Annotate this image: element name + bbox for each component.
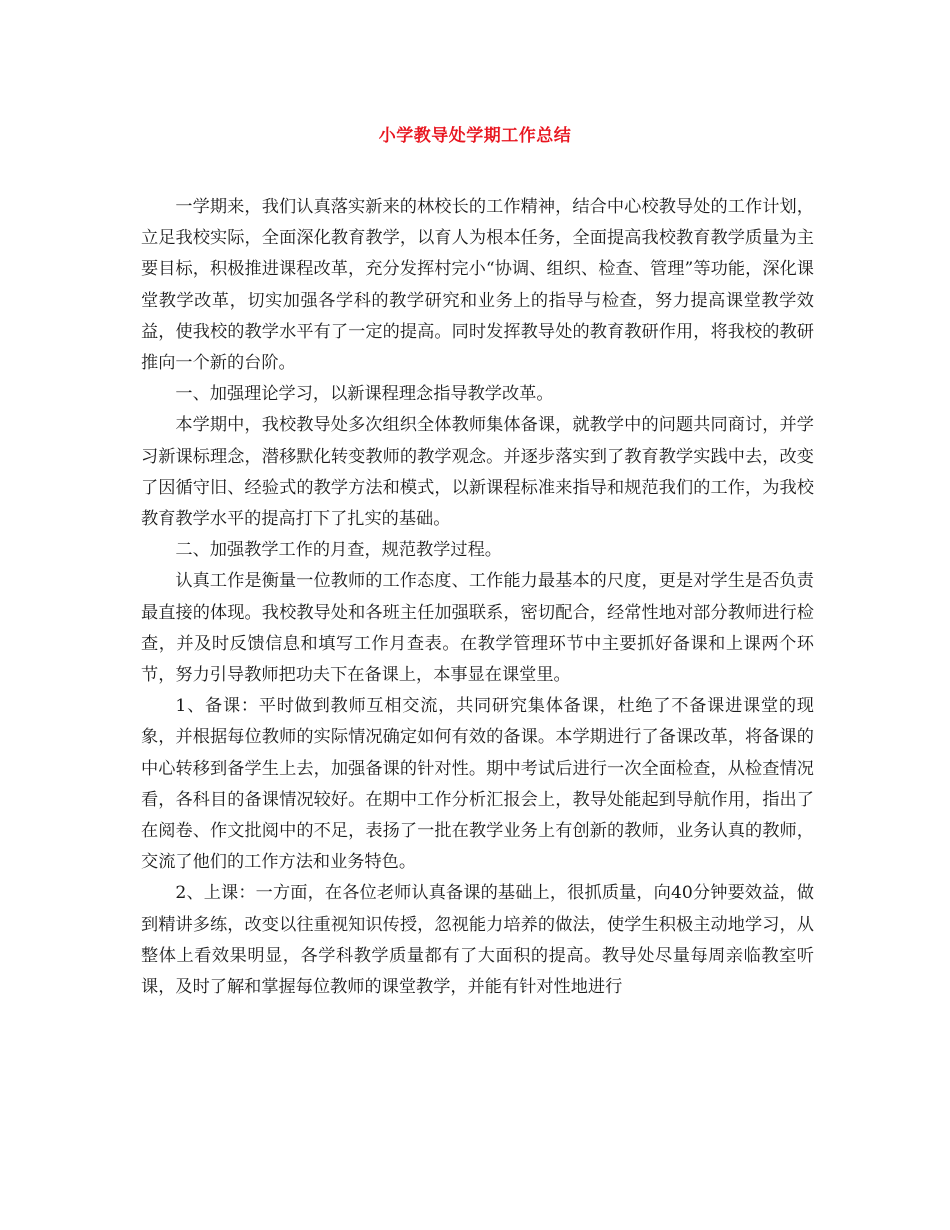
section-heading-1: 一、加强理论学习，以新课程理念指导教学改革。: [175, 384, 554, 405]
paragraph-teaching: 2、上课：一方面，在各位老师认真备课的基础上，很抓质量，向40分钟要效益，做到精讲多练，改变以往重视知识传授，忽视能力培养的做法，使学生积极主动地学习，从整体上看效果明显，各学科教学质量都有了大面积的提高。教导处尽量每周亲临教室听课，及时了解和掌握每位教师的课堂教学，并能有针对性地进行: [141, 883, 814, 998]
paragraph-section-1: 本学期中，我校教导处多次组织全体教师集体备课，就教学中的问题共同商讨，并学习新课标理念，潜移默化转变教师的教学观念。并逐步落实到了教育教学实践中去，改变了因循守旧、经验式的教学方法和模式，以新课程标准来指导和规范我们的工作，为我校教育教学水平的提高打下了扎实的基础。: [141, 415, 814, 530]
paragraph-lesson-prep: 1、备课：平时做到教师互相交流，共同研究集体备课，杜绝了不备课进课堂的现象，并根据每位教师的实际情况确定如何有效的备课。本学期进行了备课改革，将备课的中心转移到备学生上去，加强备课的针对性。期中考试后进行一次全面检查，从检查情况看，各科目的备课情况较好。在期中工作分析汇报会上，教导处能起到导航作用，指出了在阅卷、作文批阅中的不足，表扬了一批在教学业务上有创新的教师，业务认真的教师，交流了他们的工作方法和业务特色。: [141, 696, 814, 873]
document-body: [141, 192, 814, 1003]
document-title: 小学教导处学期工作总结: [378, 126, 572, 146]
section-heading-2: 二、加强教学工作的月查，规范教学过程。: [175, 540, 502, 561]
paragraph-section-2: 认真工作是衡量一位教师的工作态度、工作能力最基本的尺度，更是对学生是否负责最直接的体现。我校教导处和各班主任加强联系，密切配合，经常性地对部分教师进行检查，并及时反馈信息和填写工作月查表。在教学管理环节中主要抓好备课和上课两个环节，努力引导教师把功夫下在备课上，本事显在课堂里。: [141, 571, 814, 686]
paragraph-intro: 一学期来，我们认真落实新来的林校长的工作精神，结合中心校教导处的工作计划，立足我校实际，全面深化教育教学，以育人为根本任务，全面提高我校教育教学质量为主要目标，积极推进课程改革，充分发挥村完小“协调、组织、检查、管理”等功能，深化课堂教学改革，切实加强各学科的教学研究和业务上的指导与检查，努力提高课堂教学效益，使我校的教学水平有了一定的提高。同时发挥教导处的教育教研作用，将我校的教研推向一个新的台阶。: [141, 197, 814, 374]
